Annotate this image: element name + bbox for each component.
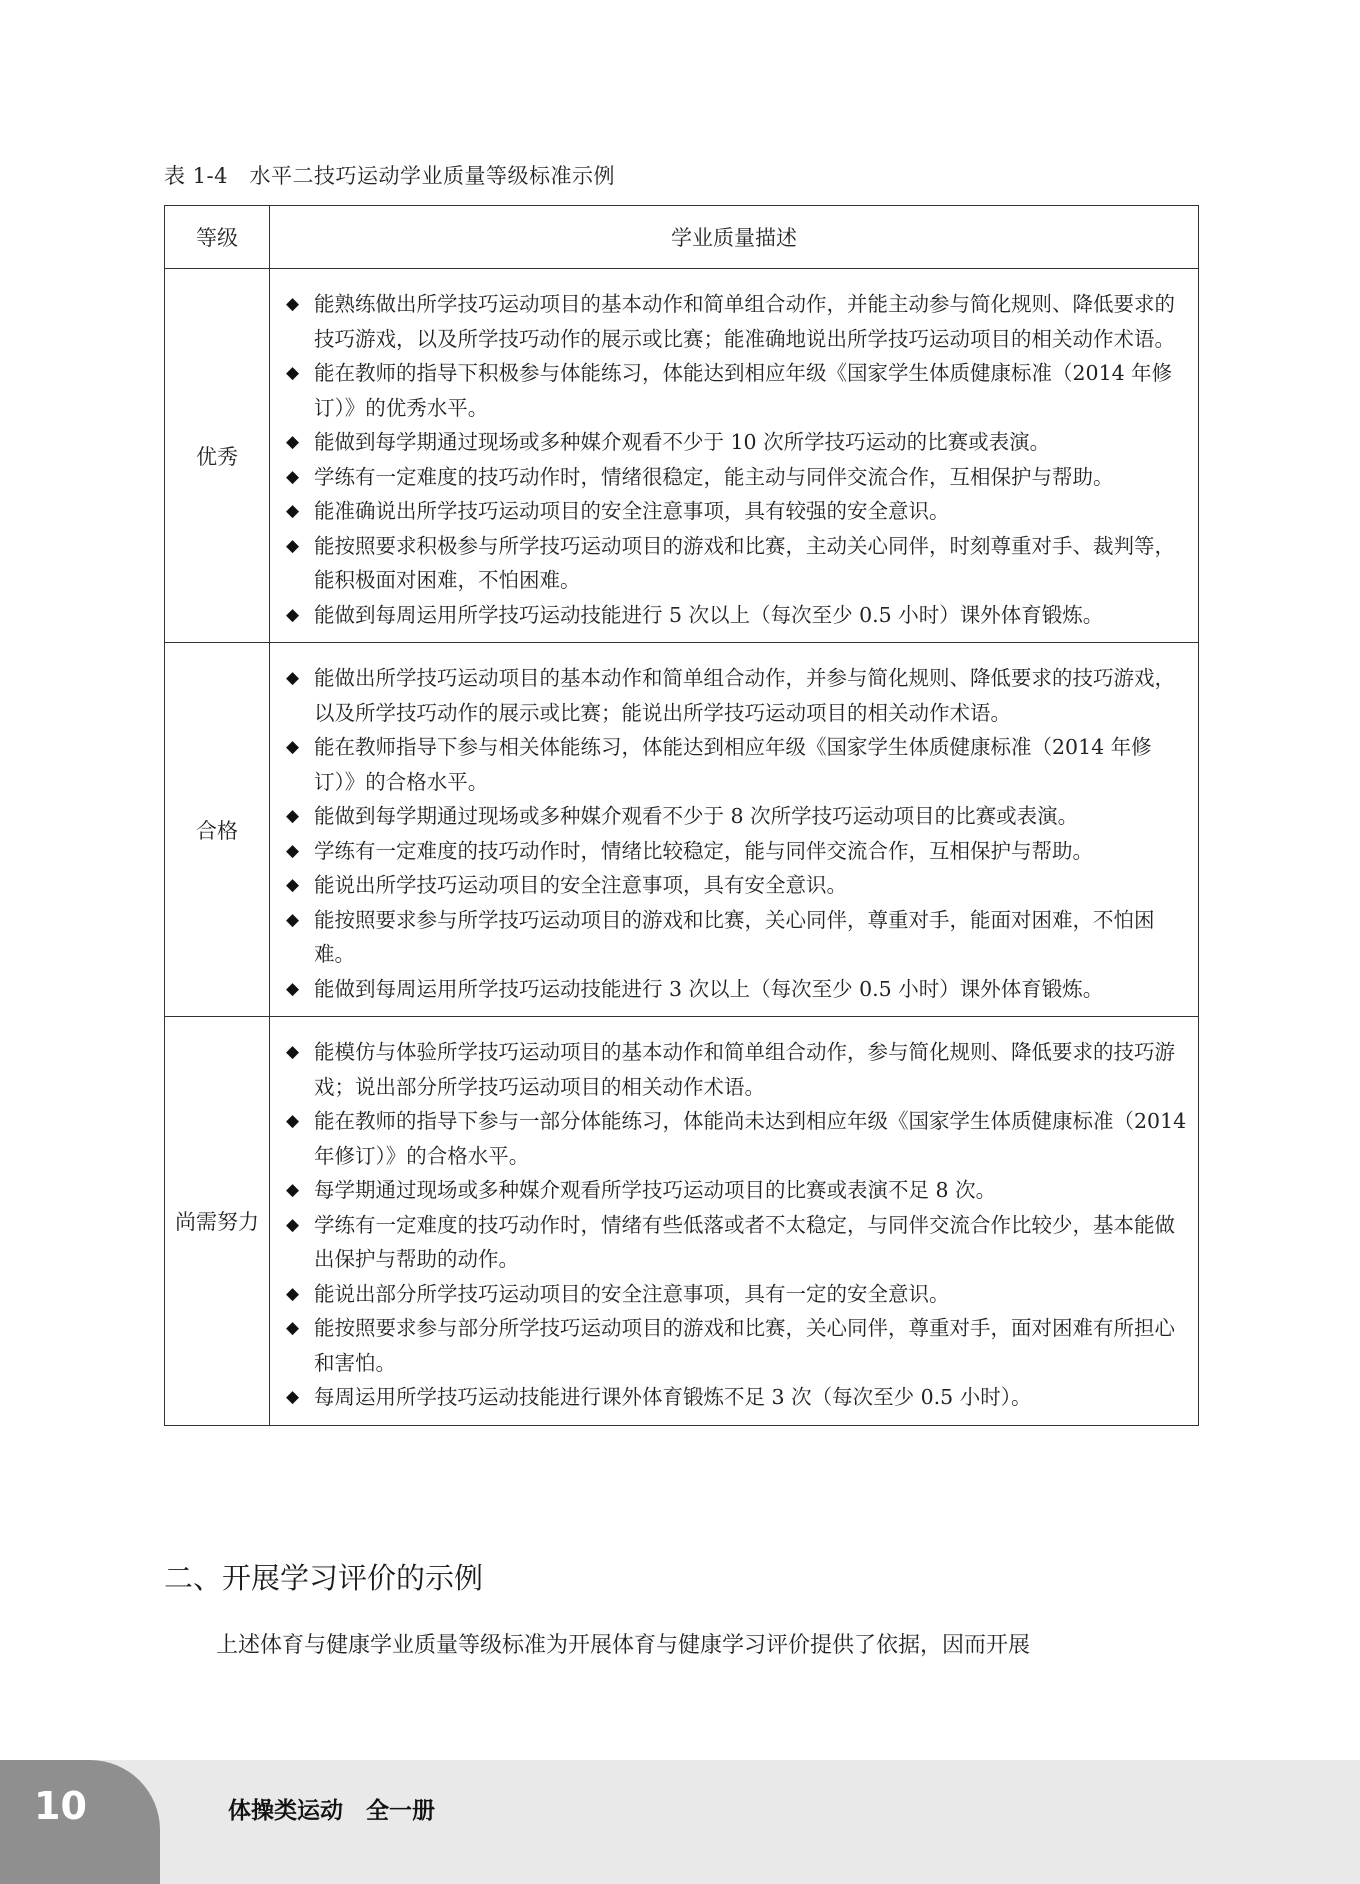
table-row <box>165 643 1199 1017</box>
list-item <box>282 598 1188 633</box>
list-item-text: 能按照要求积极参与所学技巧运动项目的游戏和比赛，主动关心同伴，时刻尊重对手、裁判等，能积极面对困难，不怕困难。 <box>314 533 1175 592</box>
diamond-bullet-icon: ◆ <box>286 1318 300 1338</box>
header-description: 学业质量描述 <box>270 206 1199 269</box>
list-item <box>282 356 1188 425</box>
footer-band <box>0 1760 1360 1884</box>
list-item <box>282 1173 1188 1208</box>
table-caption: 表 1-4 水平二技巧运动学业质量等级标准示例 <box>164 164 615 188</box>
diamond-bullet-icon: ◆ <box>286 840 300 861</box>
list-item <box>282 1277 1188 1312</box>
list-item <box>282 1035 1188 1104</box>
diamond-bullet-icon: ◆ <box>286 1214 300 1235</box>
list-item-text: 能做到每周运用所学技巧运动技能进行 5 次以上（每次至少 0.5 小时）课外体育锻炼。 <box>314 602 1104 627</box>
list-item-text: 每学期通过现场或多种媒介观看所学技巧运动项目的比赛或表演不足 8 次。 <box>314 1178 997 1202</box>
list-item <box>282 799 1188 834</box>
diamond-bullet-icon: ◆ <box>286 1111 300 1131</box>
level-cell: 优秀 <box>165 269 270 643</box>
list-item-text: 每周运用所学技巧运动技能进行课外体育锻炼不足 3 次（每次至少 0.5 小时）。 <box>314 1385 1032 1409</box>
diamond-bullet-icon: ◆ <box>286 294 300 314</box>
diamond-bullet-icon: ◆ <box>286 1180 300 1200</box>
list-item-text: 能说出所学技巧运动项目的安全注意事项，具有安全意识。 <box>314 873 847 897</box>
diamond-bullet-icon: ◆ <box>286 875 300 895</box>
list-item <box>282 287 1188 356</box>
list-item <box>282 834 1188 869</box>
list-item <box>282 730 1188 799</box>
level-cell: 合格 <box>165 643 270 1017</box>
diamond-bullet-icon: ◆ <box>286 604 300 625</box>
list-item <box>282 529 1188 598</box>
list-item <box>282 1208 1188 1277</box>
diamond-bullet-icon: ◆ <box>286 978 300 999</box>
diamond-bullet-icon: ◆ <box>286 909 300 930</box>
list-item-text: 能按照要求参与所学技巧运动项目的游戏和比赛，关心同伴，尊重对手，能面对困难，不怕困难。 <box>314 907 1155 966</box>
list-item-text: 能做到每学期通过现场或多种媒介观看不少于 8 次所学技巧运动项目的比赛或表演。 <box>314 804 1079 828</box>
diamond-bullet-icon: ◆ <box>286 668 300 688</box>
diamond-bullet-icon: ◆ <box>286 466 300 487</box>
body-paragraph: 上述体育与健康学业质量等级标准为开展体育与健康学习评价提供了依据，因而开展 <box>216 1633 1031 1658</box>
diamond-bullet-icon: ◆ <box>286 1387 300 1407</box>
diamond-bullet-icon: ◆ <box>286 432 300 452</box>
list-item-text: 能准确说出所学技巧运动项目的安全注意事项，具有较强的安全意识。 <box>314 499 950 523</box>
list-item-text: 能做到每周运用所学技巧运动技能进行 3 次以上（每次至少 0.5 小时）课外体育锻炼。 <box>314 976 1104 1001</box>
table-body <box>165 269 1199 1426</box>
list-item <box>282 868 1188 903</box>
diamond-bullet-icon: ◆ <box>286 737 300 757</box>
list-item-text: 学练有一定难度的技巧动作时，情绪有些低落或者不太稳定，与同伴交流合作比较少，基本能做出保护与帮助的动作。 <box>314 1212 1175 1271</box>
list-item <box>282 494 1188 529</box>
list-item-text: 学练有一定难度的技巧动作时，情绪比较稳定，能与同伴交流合作，互相保护与帮助。 <box>314 838 1093 863</box>
header-level: 等级 <box>165 206 270 269</box>
list-item-text: 能在教师的指导下积极参与体能练习，体能达到相应年级《国家学生体质健康标准（2014 年修订）》的优秀水平。 <box>314 361 1173 420</box>
list-item <box>282 972 1188 1007</box>
description-cell <box>270 643 1199 1017</box>
list-item-text: 能模仿与体验所学技巧运动项目的基本动作和简单组合动作，参与简化规则、降低要求的技巧游戏；说出部分所学技巧运动项目的相关动作术语。 <box>314 1040 1175 1099</box>
section-title: 二、开展学习评价的示例 <box>164 1561 484 1595</box>
page-number: 10 <box>34 1784 87 1828</box>
quality-standards-table <box>164 205 1199 1426</box>
list-item-text: 能在教师指导下参与相关体能练习，体能达到相应年级《国家学生体质健康标准（2014 年修订）》的合格水平。 <box>314 735 1152 794</box>
list-item-text: 能在教师的指导下参与一部分体能练习，体能尚未达到相应年级《国家学生体质健康标准（2014 年修订）》的合格水平。 <box>314 1109 1187 1168</box>
table-row <box>165 1017 1199 1426</box>
description-cell <box>270 269 1199 643</box>
diamond-bullet-icon: ◆ <box>286 363 300 383</box>
description-cell <box>270 1017 1199 1426</box>
list-item <box>282 425 1188 460</box>
list-item <box>282 1104 1188 1173</box>
list-item <box>282 661 1188 730</box>
list-item <box>282 460 1188 495</box>
list-item-text: 能说出部分所学技巧运动项目的安全注意事项，具有一定的安全意识。 <box>314 1281 950 1306</box>
diamond-bullet-icon: ◆ <box>286 1283 300 1304</box>
book-title: 体操类运动 全一册 <box>228 1798 435 1824</box>
diamond-bullet-icon: ◆ <box>286 1042 300 1062</box>
diamond-bullet-icon: ◆ <box>286 535 300 556</box>
diamond-bullet-icon: ◆ <box>286 501 300 521</box>
list-item-text: 能做出所学技巧运动项目的基本动作和简单组合动作，并参与简化规则、降低要求的技巧游戏，以及所学技巧动作的展示或比赛；能说出所学技巧运动项目的相关动作术语。 <box>314 666 1175 725</box>
list-item-text: 能按照要求参与部分所学技巧运动项目的游戏和比赛，关心同伴，尊重对手，面对困难有所担心和害怕。 <box>314 1316 1175 1375</box>
table-row <box>165 269 1199 643</box>
list-item-text: 学练有一定难度的技巧动作时，情绪很稳定，能主动与同伴交流合作，互相保护与帮助。 <box>314 464 1114 489</box>
list-item-text: 能做到每学期通过现场或多种媒介观看不少于 10 次所学技巧运动的比赛或表演。 <box>314 430 1051 454</box>
table-header-row <box>165 206 1199 269</box>
list-item <box>282 903 1188 972</box>
level-cell: 尚需努力 <box>165 1017 270 1426</box>
diamond-bullet-icon: ◆ <box>286 806 300 826</box>
list-item <box>282 1380 1188 1415</box>
list-item <box>282 1311 1188 1380</box>
list-item-text: 能熟练做出所学技巧运动项目的基本动作和简单组合动作，并能主动参与简化规则、降低要求的技巧游戏，以及所学技巧动作的展示或比赛；能准确地说出所学技巧运动项目的相关动作术语。 <box>314 292 1175 351</box>
